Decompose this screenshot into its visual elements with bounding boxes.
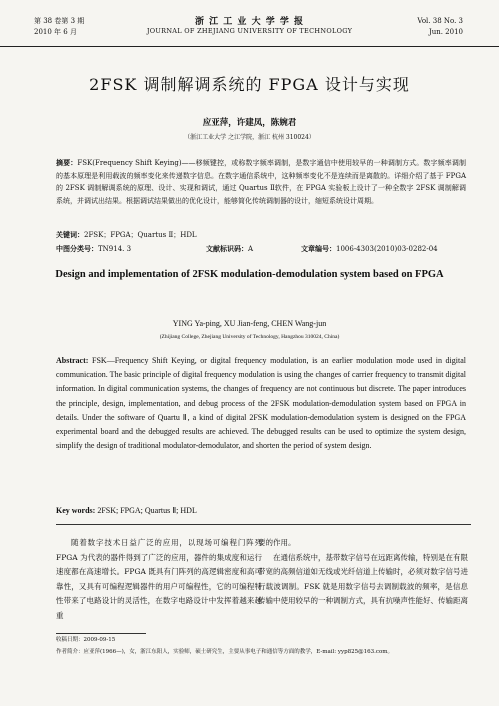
- abstract-en-text: FSK—Frequency Shift Keying, or digital frequency modulation, is an earlier modulation mode used in digital communication. The basic principle of digital frequency modulation is using the changes of carrier frequency to transmit digital information. In digital communication systems, the changes of frequency are not continuous but discrete. The paper introduces the principle, design, implementation, and debug process of the 2FSK modulation-demodulation system based on FPGA in details. Under the software of Quartu Ⅱ, a kind of digital 2FSK modulation-demodulation system is designed on the FPGA experimental board and the debugged results are achieved. The debugged results can be used to optimize the system design, simplify the design of traditional modulator-demodulator, and shorten the period of system design.: [56, 356, 466, 451]
- header-volume-cn: 第 38 卷第 3 期: [34, 17, 85, 25]
- header-right: [417, 16, 463, 38]
- affiliation-en: (Zhijiang College, Zhejiang University of Technology, Hangzhou 310024, China): [159, 334, 340, 340]
- footnote-divider: [56, 633, 146, 634]
- article-no-value: 1006-4303(2010)03-0282-04: [336, 245, 438, 253]
- section-divider: [56, 524, 471, 525]
- abstract-cn: [56, 157, 466, 207]
- abstract-en-label: Abstract:: [56, 356, 89, 365]
- journal-header: [0, 0, 499, 47]
- keywords-en-label: Key words:: [56, 506, 96, 515]
- clc-label: 中图分类号：: [56, 244, 98, 253]
- abstract-cn-text: FSK(Frequency Shift Keying)——移频键控，或称数字频率调制，是数字通信中使用较早的一种调制方式。数字频率调制的基本原理是利用载波的频率变化来传递数字信息。在数字通信系统中，这种频率变化不是连续而是离散的。详细介绍了基于 FPGA 的 2FSK 调制解调系统的原理、设计、实现和调试，通过 Quartus Ⅱ软件，在 FPGA 实验板上设计了一种全数字 2FSK 调制解调系统，并调试出结果。根据调试结果做出的优化设计，能够简化传统调制器的设计，缩短系统设计周期。: [56, 159, 467, 205]
- keywords-cn: [56, 230, 466, 240]
- clc-value: TN914. 3: [98, 245, 132, 253]
- authors-en: YING Ya-ping, XU Jian-feng, CHEN Wang-jun: [172, 319, 327, 328]
- paper-title-en: Design and implementation of 2FSK modulation-demodulation system based on FPGA: [55, 269, 444, 280]
- footnote-author: 作者简介：应亚萍(1966—)，女，浙江东阳人，实验师，硕士研究生，主要从事电子和通信等方面的教学，E-mail: yyp825@163.com。: [56, 649, 393, 655]
- body-column-right: 要的作用。 在通信系统中，基带数字信号在远距离传输，特别是在有限带宽的高频信道如无线或光纤信道上传输时，必须对数字信号进行载波调制。FSK 就是用数字信号去调制载波的频率，是信息传输中使用较早的一种调制方式，具有抗噪声性能好、传输距离: [258, 538, 468, 605]
- affiliation-cn: （浙江工业大学 之江学院，浙江 杭州 310024）: [184, 134, 315, 141]
- abstract-en: [56, 354, 466, 453]
- keywords-cn-text: 2FSK；FPGA；Quartus Ⅱ；HDL: [84, 231, 197, 239]
- journal-name-en: JOURNAL OF ZHEJIANG UNIVERSITY OF TECHNOLOGY: [146, 27, 353, 35]
- abstract-cn-label: 摘要：: [56, 158, 78, 167]
- doc-code-label: 文献标识码：: [206, 244, 248, 253]
- header-date-cn: 2010 年 6 月: [34, 28, 77, 36]
- footnote-received: 收稿日期：2009-09-15: [56, 637, 116, 643]
- article-no-label: 文章编号：: [301, 244, 336, 253]
- body-column-left: 随着数字技术日益广泛的应用，以现场可编程门阵列 FPGA 为代表的器件得到了广泛的应用，器件的集成度和运行速度都在高速增长。FPGA 既具有门阵列的高逻辑密度和高可靠性，又具有可编程逻辑器件的用户可编程性，它的可编程特性带来了电路设计的灵活性，在数字电路设计中发挥着越来越重: [56, 538, 262, 620]
- keywords-cn-label: 关键词：: [56, 230, 84, 239]
- keywords-en: [56, 506, 466, 515]
- journal-name-cn: 浙 江 工 业 大 学 学 报: [195, 17, 304, 27]
- authors-cn: 应亚萍，许建凤，陈婉君: [202, 118, 297, 128]
- keywords-en-text: 2FSK; FPGA; Quartus Ⅱ; HDL: [95, 506, 197, 515]
- header-volume-en: Vol. 38 No. 3: [417, 17, 463, 25]
- doc-code-value: A: [248, 245, 254, 253]
- paper-title-cn: 2FSK 调制解调系统的 FPGA 设计与实现: [89, 75, 410, 94]
- header-date-en: Jun. 2010: [428, 28, 463, 36]
